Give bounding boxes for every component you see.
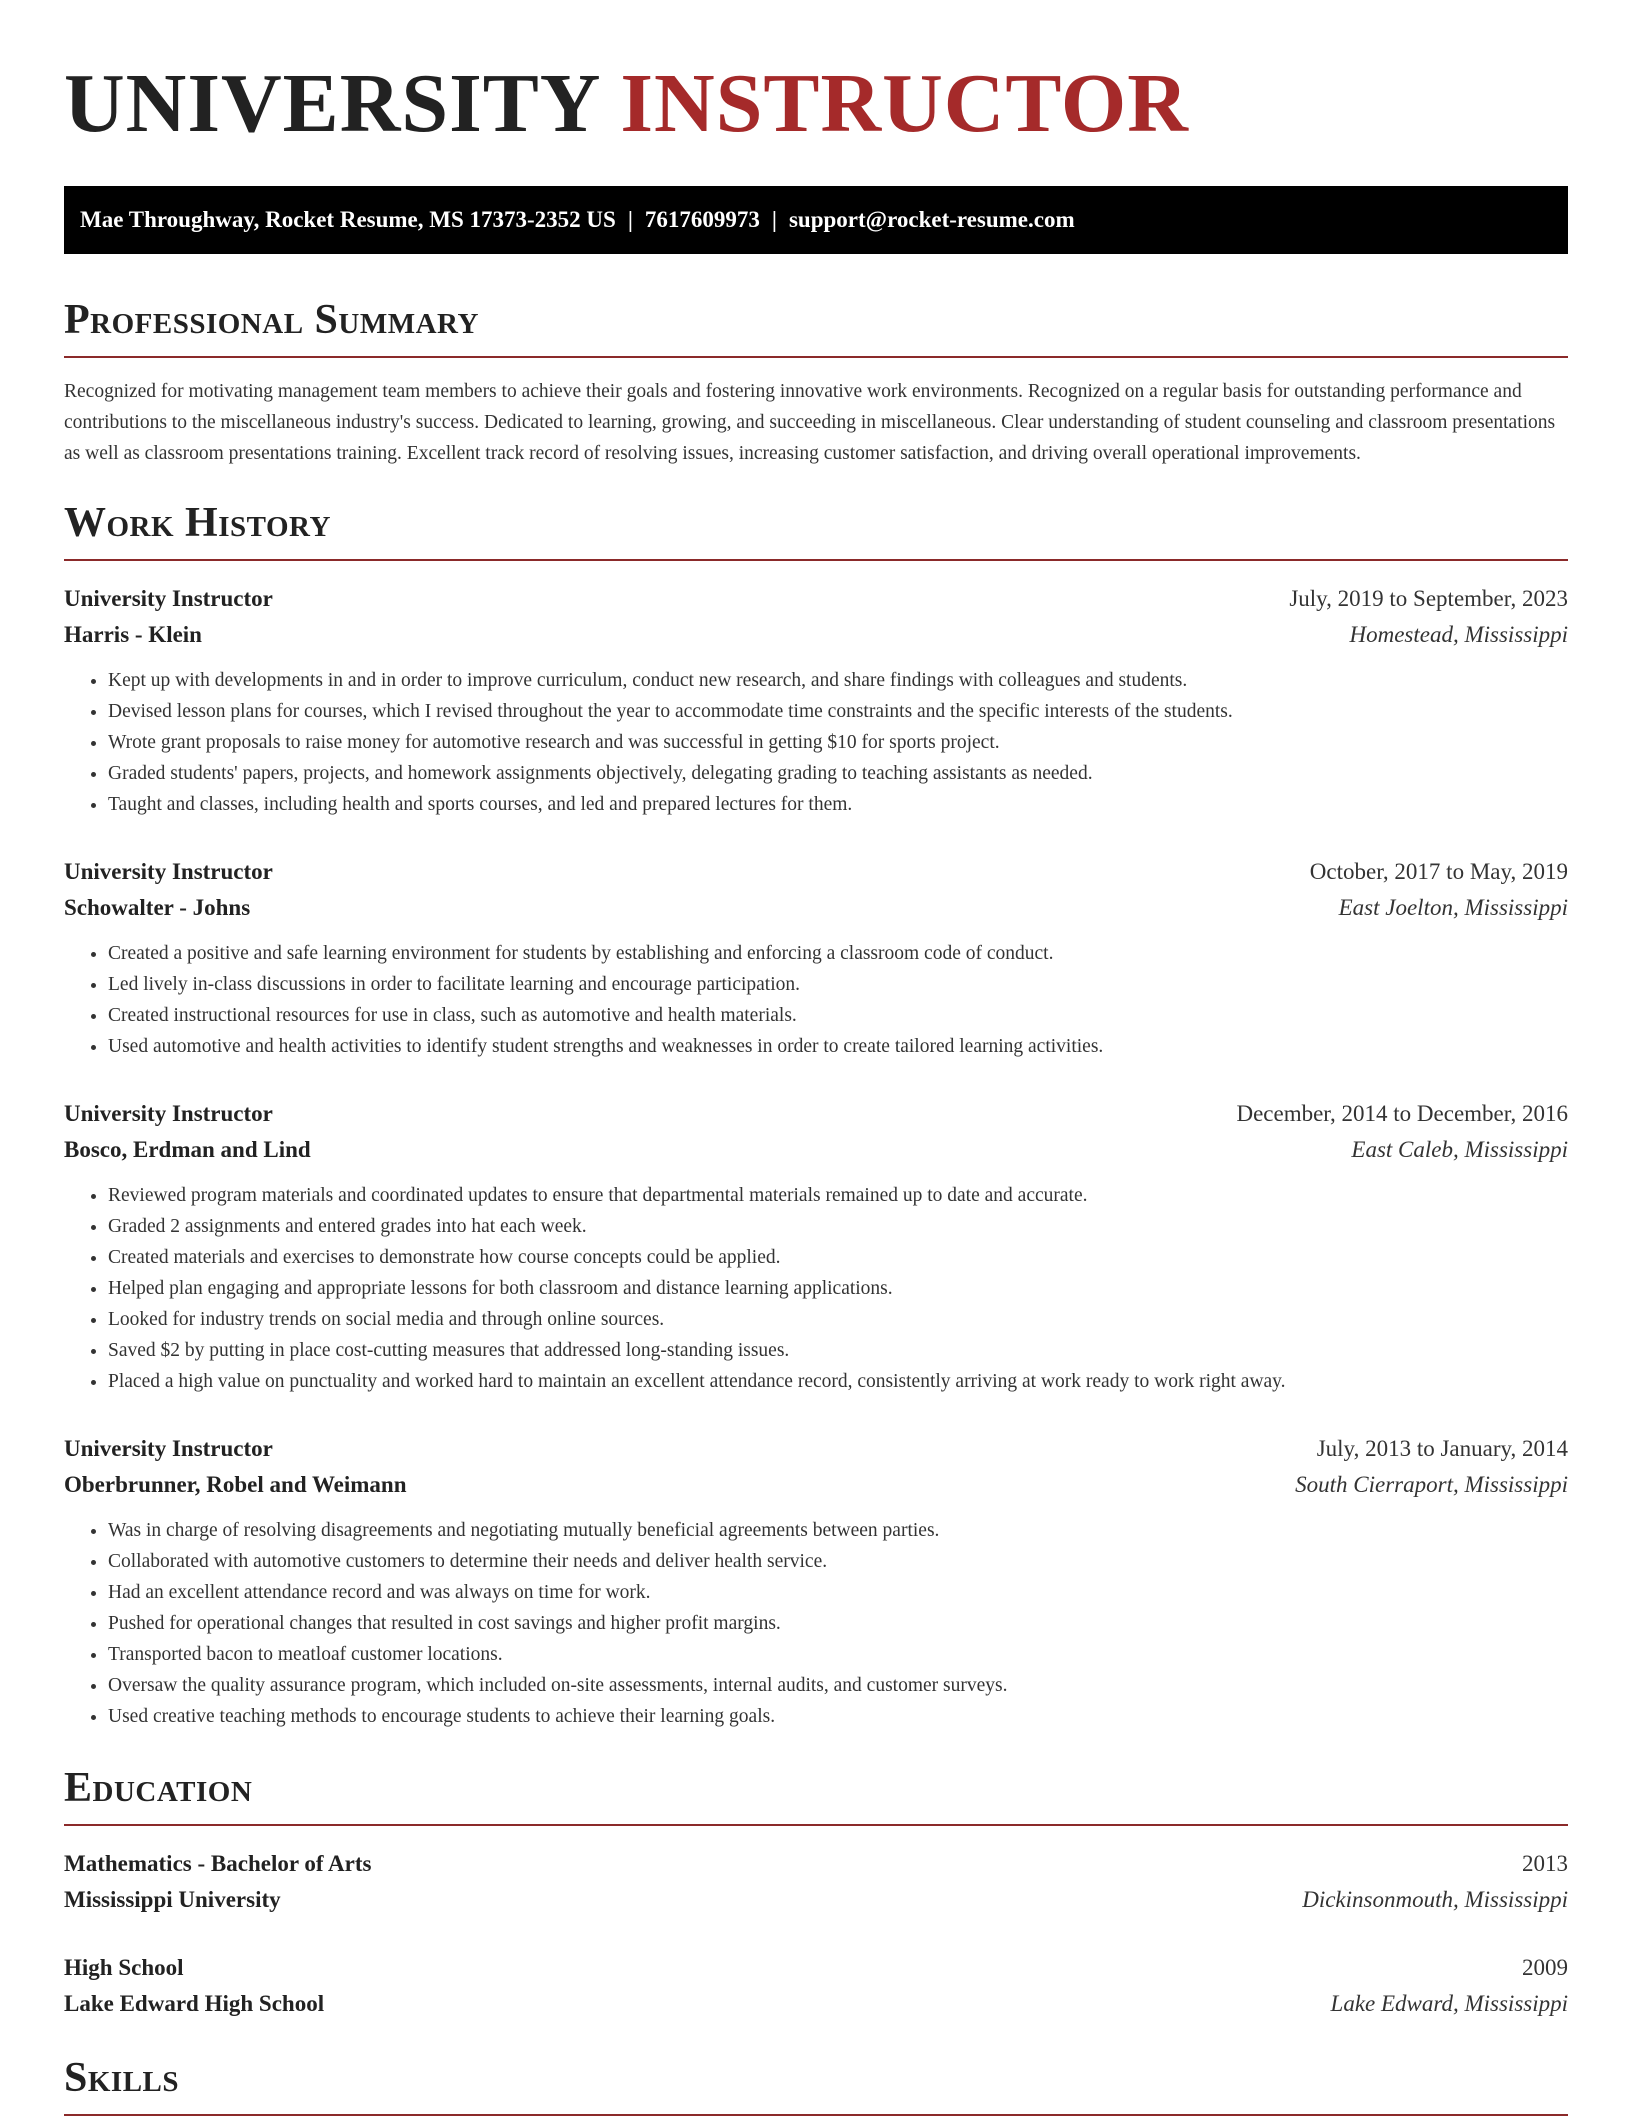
education-location: Lake Edward, Mississippi: [1330, 1991, 1568, 2016]
education-school: Mississippi University: [64, 1887, 281, 1912]
job-location: East Joelton, Mississippi: [1338, 895, 1568, 920]
job-bullet: • Looked for industry trends on social media and through online sources.: [108, 1304, 1568, 1335]
job-bullet: • Placed a high value on punctuality and worked hard to maintain an excellent attendance record, consistently arriving at work ready to work right away.: [108, 1366, 1568, 1397]
contact-bar: [64, 186, 1568, 254]
job-title: University Instructor: [64, 1101, 273, 1126]
job-bullet: • Created instructional resources for use in class, such as automotive and health materials.: [108, 1000, 1568, 1031]
job-bullet: • Pushed for operational changes that resulted in cost savings and higher profit margins.: [108, 1608, 1568, 1639]
job-entry: [64, 581, 1568, 820]
education-entry: [64, 1950, 1568, 2022]
contact-separator: |: [771, 207, 777, 232]
education-year: 2009: [1522, 1955, 1568, 1980]
job-company: Bosco, Erdman and Lind: [64, 1137, 311, 1162]
job-dates: July, 2013 to January, 2014: [1316, 1436, 1568, 1461]
job-location: Homestead, Mississippi: [1349, 622, 1568, 647]
job-header-row: [64, 1096, 1568, 1132]
job-bullet: • Graded 2 assignments and entered grades into hat each week.: [108, 1211, 1568, 1242]
job-company-row: [64, 890, 1568, 926]
job-bullet: • Collaborated with automotive customers to determine their needs and deliver health service.: [108, 1546, 1568, 1577]
education-school-row: [64, 1986, 1568, 2022]
education-school-row: [64, 1882, 1568, 1918]
job-entry: [64, 854, 1568, 1062]
contact-phone[interactable]: 7617609973: [644, 207, 760, 232]
job-location: South Cierraport, Mississippi: [1295, 1472, 1568, 1497]
job-bullets: [64, 1180, 1568, 1397]
education-degree-row: [64, 1950, 1568, 1986]
job-company-row: [64, 1132, 1568, 1168]
job-bullet: • Oversaw the quality assurance program, which included on-site assessments, internal audits, and customer surveys.: [108, 1670, 1568, 1701]
job-company-row: [64, 1467, 1568, 1503]
job-company: Schowalter - Johns: [64, 895, 251, 920]
job-bullet: • Used creative teaching methods to encourage students to achieve their learning goals.: [108, 1701, 1568, 1732]
job-bullets: [64, 665, 1568, 820]
job-bullets: [64, 1515, 1568, 1732]
job-company: Oberbrunner, Robel and Weimann: [64, 1472, 407, 1497]
work-history-list: [64, 581, 1568, 1732]
education-degree-row: [64, 1846, 1568, 1882]
job-dates: October, 2017 to May, 2019: [1309, 859, 1568, 884]
education-degree: Mathematics - Bachelor of Arts: [64, 1851, 372, 1876]
job-bullet: • Led lively in-class discussions in order to facilitate learning and encourage participation.: [108, 969, 1568, 1000]
job-entry: [64, 1096, 1568, 1397]
job-bullet: • Graded students' papers, projects, and homework assignments objectively, delegating grading to teaching assistants as needed.: [108, 758, 1568, 789]
job-bullet: • Kept up with developments in and in order to improve curriculum, conduct new research, and share findings with colleagues and students.: [108, 665, 1568, 696]
job-bullet: • Devised lesson plans for courses, which I revised throughout the year to accommodate time constraints and the specific interests of the students.: [108, 696, 1568, 727]
job-bullet: • Created a positive and safe learning environment for students by establishing and enforcing a classroom code of conduct.: [108, 938, 1568, 969]
resume-title: [64, 0, 1568, 152]
job-bullet: • Was in charge of resolving disagreements and negotiating mutually beneficial agreements between parties.: [108, 1515, 1568, 1546]
job-bullet: • Wrote grant proposals to raise money for automotive research and was successful in getting $10 for sports project.: [108, 727, 1568, 758]
summary-text: Recognized for motivating management team members to achieve their goals and fostering innovative work environments. Recognized on a regular basis for outstanding performance and contributions to the miscellaneous industry's success. Dedicated to learning, growing, and succeeding in miscellaneous. Clear understanding of student counseling and classroom presentations as well as classroom presentations training. Excellent track record of resolving issues, increasing customer satisfaction, and driving overall operational improvements.: [64, 381, 1556, 464]
education-entry: [64, 1846, 1568, 1918]
job-title: University Instructor: [64, 1436, 273, 1461]
job-title: University Instructor: [64, 859, 273, 884]
education-location: Dickinsonmouth, Mississippi: [1302, 1887, 1568, 1912]
education-year: 2013: [1522, 1851, 1568, 1876]
job-bullet: • Created materials and exercises to demonstrate how course concepts could be applied.: [108, 1242, 1568, 1273]
job-dates: July, 2019 to September, 2023: [1289, 586, 1568, 611]
skills-heading: Skills: [64, 2052, 1568, 2116]
job-bullets: [64, 938, 1568, 1062]
job-bullet: • Transported bacon to meatloaf customer locations.: [108, 1639, 1568, 1670]
work-history-heading: Work History: [64, 497, 1568, 561]
job-bullet: • Helped plan engaging and appropriate lessons for both classroom and distance learning applications.: [108, 1273, 1568, 1304]
job-location: East Caleb, Mississippi: [1351, 1137, 1568, 1162]
title-accent: INSTRUCTOR: [620, 57, 1189, 150]
job-bullet: • Had an excellent attendance record and was always on time for work.: [108, 1577, 1568, 1608]
job-dates: December, 2014 to December, 2016: [1236, 1101, 1568, 1126]
job-bullet: • Reviewed program materials and coordinated updates to ensure that departmental materials remained up to date and accurate.: [108, 1180, 1568, 1211]
summary-heading: Professional Summary: [64, 294, 1568, 358]
title-main: UNIVERSITY: [64, 57, 599, 150]
job-company: Harris - Klein: [64, 622, 202, 647]
job-header-row: [64, 1431, 1568, 1467]
contact-address: Mae Throughway, Rocket Resume, MS 17373-2352 US: [80, 207, 616, 232]
job-entry: [64, 1431, 1568, 1732]
job-company-row: [64, 617, 1568, 653]
job-header-row: [64, 854, 1568, 890]
job-bullet: • Used automotive and health activities to identify student strengths and weaknesses in order to create tailored learning activities.: [108, 1031, 1568, 1062]
education-degree: High School: [64, 1955, 184, 1980]
contact-separator: |: [627, 207, 633, 232]
contact-email[interactable]: support@rocket-resume.com: [788, 207, 1075, 232]
job-bullet: • Taught and classes, including health and sports courses, and led and prepared lectures for them.: [108, 789, 1568, 820]
job-header-row: [64, 581, 1568, 617]
job-title: University Instructor: [64, 586, 273, 611]
education-heading: Education: [64, 1762, 1568, 1826]
job-bullet: • Saved $2 by putting in place cost-cutting measures that addressed long-standing issues.: [108, 1335, 1568, 1366]
education-school: Lake Edward High School: [64, 1991, 325, 2016]
